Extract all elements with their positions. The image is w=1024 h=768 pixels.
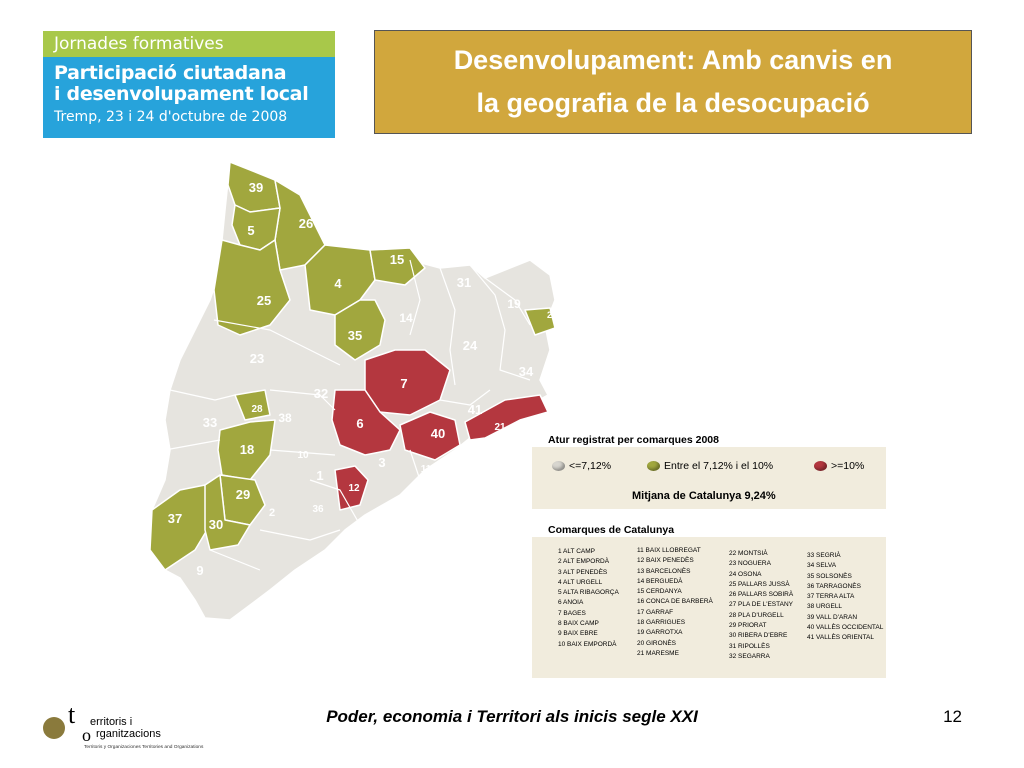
map-label-28: 28: [251, 404, 263, 415]
comarca-item: 14 BERGUEDÀ: [637, 577, 683, 585]
comarca-item: 26 PALLARS SOBIRÀ: [729, 591, 794, 599]
map-label-21: 21: [494, 422, 506, 433]
legend-high-label: >=10%: [831, 460, 865, 472]
comarca-item: 2 ALT EMPORDÀ: [558, 558, 610, 566]
map-label-41: 41: [467, 402, 483, 417]
map-label-5: 5: [247, 223, 255, 238]
map-label-25: 25: [256, 293, 272, 308]
comarca-item: 7 BAGES: [558, 609, 586, 617]
comarca-item: 15 CERDANYA: [637, 588, 682, 596]
comarca-item: 34 SELVA: [807, 562, 837, 570]
map-label-9: 9: [196, 563, 204, 578]
event-banner: [43, 31, 335, 138]
banner-subtitle: Tremp, 23 i 24 d'octubre de 2008: [54, 109, 288, 125]
legend-high-swatch: [814, 461, 827, 471]
logo-o: o: [82, 725, 91, 745]
comarques-column-1: [558, 547, 619, 650]
banner-title-line2: i desenvolupament local: [54, 83, 309, 105]
banner-title-line1: Participació ciutadana: [54, 62, 287, 84]
comarca-item: 40 VALLÈS OCCIDENTAL: [807, 624, 884, 632]
map-label-34: 34: [518, 364, 534, 379]
comarca-item: 11 BAIX LLOBREGAT: [637, 547, 701, 554]
comarques-legend: [532, 537, 886, 678]
comarca-item: 23 NOGUERA: [729, 560, 771, 568]
map-label-24: 24: [462, 338, 478, 353]
map-label-11: 11: [420, 464, 432, 475]
comarca-item: 37 TERRA ALTA: [807, 593, 855, 601]
comarca-item: 41 VALLÈS ORIENTAL: [807, 634, 874, 642]
comarca-item: 31 RIPOLLÈS: [729, 642, 770, 650]
slide-title-line1: Desenvolupament: Amb canvis en: [453, 45, 893, 75]
legend-low-swatch: [552, 461, 565, 471]
comarca-item: 13 BARCELONÈS: [637, 567, 691, 575]
map-label-26: 26: [298, 216, 314, 231]
map-label-3: 3: [378, 455, 386, 470]
logo-line1: erritoris i: [90, 716, 133, 728]
comarca-item: 1 ALT CAMP: [558, 548, 595, 555]
comarques-column-2: [637, 546, 713, 659]
comarca-item: 35 SOLSONÈS: [807, 572, 852, 580]
banner-body: [43, 57, 335, 138]
map-label-10: 10: [297, 450, 309, 461]
slide-title-line2: la geografia de la desocupació: [476, 88, 870, 118]
comarques-column-4: [807, 551, 883, 644]
map-label-22: 22: [180, 596, 196, 611]
comarca-item: 8 BAIX CAMP: [558, 620, 599, 628]
map-label-40: 40: [430, 426, 446, 441]
unemployment-legend: [532, 447, 886, 509]
map-label-1: 1: [316, 468, 324, 483]
legend-mid: [647, 460, 773, 472]
map-label-37: 37: [167, 511, 183, 526]
slide-title: [393, 39, 953, 125]
comarca-item: 38 URGELL: [807, 603, 843, 611]
map-label-2: 2: [571, 273, 579, 288]
legend-low-label: <=7,12%: [569, 460, 612, 472]
map-label-29: 29: [235, 487, 251, 502]
footer-text: Poder, economia i Territori als inicis segle XXI: [326, 707, 698, 726]
map-label-8: 2: [268, 507, 276, 519]
comarca-item: 32 SEGARRA: [729, 652, 770, 660]
comarca-item: 27 PLA DE L'ESTANY: [729, 601, 793, 609]
comarca-item: 30 RIBERA D'EBRE: [729, 632, 788, 640]
map-label-32: 32: [313, 386, 329, 401]
map-label-20: 29: [552, 342, 564, 353]
map-label-18: 18: [239, 442, 255, 457]
comarca-item: 39 VALL D'ARAN: [807, 613, 858, 621]
map-label-7: 7: [400, 376, 408, 391]
comarca-item: 22 MONTSIÀ: [729, 550, 768, 557]
map-label-23: 23: [249, 351, 265, 366]
comarca-item: 21 MARESME: [637, 649, 679, 657]
catalonia-mean: Mitjana de Catalunya 9,24%: [632, 490, 776, 502]
comarca-item: 12 BAIX PENEDÈS: [637, 557, 694, 565]
comarca-item: 20 GIRONÈS: [637, 639, 677, 647]
comarca-item: 5 ALTA RIBAGORÇA: [558, 589, 619, 597]
logo-caption: Territoris y Organizaciones Territories and Organizations: [84, 745, 204, 750]
map-label-33: 33: [202, 415, 218, 430]
legend-high: [814, 460, 864, 472]
comarca-item: 29 PRIORAT: [729, 622, 767, 630]
map-label-12: 12: [348, 483, 360, 494]
comarca-item: 28 PLA D'URGELL: [729, 611, 784, 619]
comarca-item: 24 OSONA: [729, 570, 762, 578]
banner-heading: Jornades formatives: [43, 31, 335, 57]
map-label-19: 19: [507, 297, 521, 311]
page-number: 12: [943, 707, 962, 726]
comarca-item: 6 ANOIA: [558, 599, 584, 607]
map-label-6: 6: [356, 416, 364, 431]
logo-line2: rganitzacions: [96, 728, 161, 740]
comarca-item: 17 GARRAF: [637, 608, 674, 616]
comarca-item: 33 SEGRIÀ: [807, 552, 841, 559]
map-label-39: 39: [248, 180, 264, 195]
map-label-15: 15: [389, 252, 405, 267]
comarca-item: 19 GARROTXA: [637, 629, 683, 637]
legend-mid-label: Entre el 7,12% i el 10%: [664, 460, 774, 472]
map-label-16: 16: [588, 346, 602, 360]
comarca-item: 36 TARRAGONÈS: [807, 582, 861, 590]
logo-t: t: [68, 700, 76, 729]
map-label-31: 31: [456, 275, 472, 290]
comarca-item: 18 GARRIGUES: [637, 619, 686, 627]
comarques-column-3: [729, 549, 793, 662]
map-label-30: 30: [208, 517, 224, 532]
legend-low: [552, 460, 611, 472]
map-label-36: 36: [312, 504, 324, 515]
comarca-item: 4 ALT URGELL: [558, 578, 603, 586]
comarques-legend-title: Comarques de Catalunya: [548, 524, 675, 536]
unemployment-legend-title: Atur registrat per comarques 2008: [548, 434, 719, 446]
map-label-14: 14: [399, 311, 413, 325]
legend-mid-swatch: [647, 461, 660, 471]
comarca-item: 16 CONCA DE BARBERÀ: [637, 598, 713, 606]
comarca-item: 9 BAIX EBRE: [558, 630, 598, 638]
map-label-38: 38: [278, 411, 292, 425]
map-label-27: 27: [546, 310, 558, 320]
comarca-item: 25 PALLARS JUSSÀ: [729, 580, 790, 588]
map-label-4: 4: [334, 276, 342, 291]
comarca-item: 3 ALT PENEDÈS: [558, 568, 608, 576]
slide-title-box: [374, 30, 972, 134]
comarca-item: 10 BAIX EMPORDÀ: [558, 640, 617, 648]
map-label-35: 35: [347, 328, 363, 343]
